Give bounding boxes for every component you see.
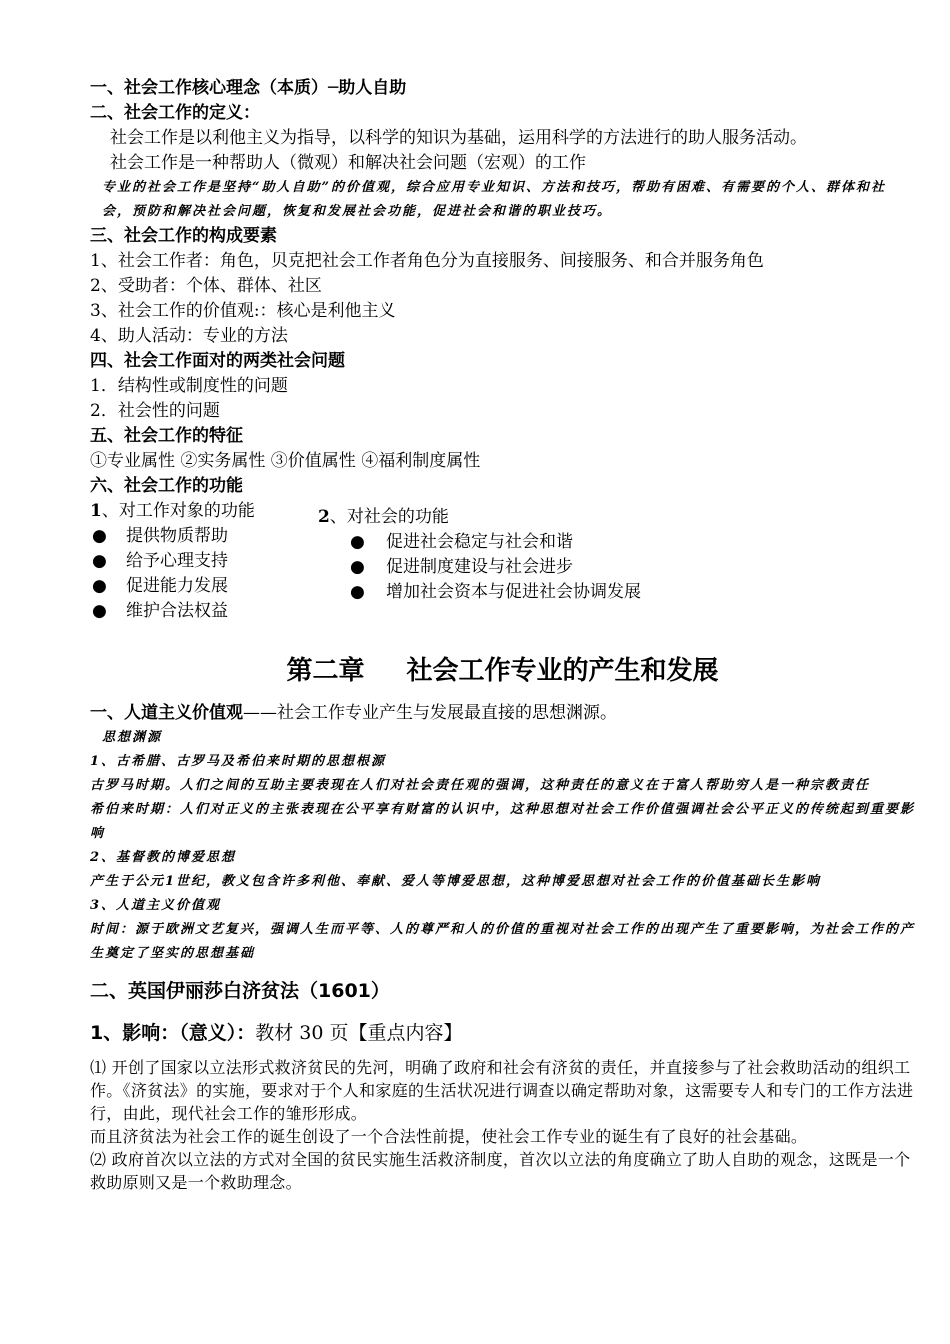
element-4: 4、助人活动：专业的方法 — [90, 326, 288, 346]
functions-society — [318, 505, 641, 605]
function-1-title: 、对工作对象的功能 — [101, 501, 255, 521]
element-3: 3、社会工作的价值观:：核心是利他主义 — [90, 301, 396, 321]
heading-humanitarian-bold: 一、人道主义价值观 — [90, 703, 243, 723]
list-item — [318, 580, 641, 605]
origins-3-heading: 3、人道主义价值观 — [90, 898, 222, 913]
function-item: 促进能力发展 — [126, 576, 228, 596]
definition-line-1: 社会工作是以利他主义为指导，以科学的知识为基础，运用科学的方法进行的助人服务活动。 — [110, 128, 807, 148]
origins-1-heading: 1、古希腊、古罗马及希伯来时期的思想根源 — [90, 754, 387, 769]
document-page — [90, 76, 915, 1194]
bullet-icon: ● — [350, 582, 365, 602]
heading-influence-rest: 教材 30 页【重点内容】 — [255, 1022, 463, 1044]
function-item: 提供物质帮助 — [126, 526, 228, 546]
chapter-name: 社会工作专业的产生和发展 — [406, 656, 719, 686]
function-item: 促进社会稳定与社会和谐 — [386, 532, 573, 552]
heading-influence — [90, 1018, 915, 1048]
problem-2: 2．社会性的问题 — [90, 401, 220, 421]
definition-professional: 专业的社会工作是坚持“助人自助”的价值观，综合应用专业知识、方法和技巧，帮助有困难、有需要的个人、群体和社会，预防和解决社会问题，恢复和发展社会功能，促进社会和谐的职业技巧。 — [102, 180, 886, 219]
list-item — [90, 524, 255, 549]
origins-hebrew: 希伯来时期：人们对正义的主张表现在公平享有财富的认识中，这种思想对社会工作价值强调社会公平正义的传统起到重要影响 — [90, 802, 916, 841]
traits-line: ①专业属性 ②实务属性 ③价值属性 ④福利制度属性 — [90, 451, 481, 471]
list-item — [318, 530, 641, 555]
origins-2-heading: 2、基督教的博爱思想 — [90, 850, 237, 865]
problem-1: 1．结构性或制度性的问题 — [90, 376, 288, 396]
origins-rome: 古罗马时期。人们之间的互助主要表现在人们对社会责任观的强调，这种责任的意义在于富人帮助穷人是一种宗教责任 — [90, 778, 871, 793]
heading-influence-bold: 1、影响：（意义）： — [90, 1022, 256, 1044]
functions-columns — [90, 499, 915, 627]
definition-line-2: 社会工作是一种帮助人（微观）和解决社会问题（宏观）的工作 — [110, 153, 586, 173]
function-2-title: 、对社会的功能 — [329, 507, 449, 527]
list-item — [90, 599, 255, 624]
list-item — [318, 555, 641, 580]
heading-definition: 二、社会工作的定义： — [90, 103, 260, 123]
origins-renaissance: 时间：源于欧洲文艺复兴，强调人生而平等、人的尊严和人的价值的重视对社会工作的出现产生了重要影响，为社会工作的产生奠定了坚实的思想基础 — [90, 922, 916, 961]
heading-core-concept: 一、社会工作核心理念（本质）─助人自助 — [90, 78, 407, 98]
heading-elements: 三、社会工作的构成要素 — [90, 226, 277, 246]
list-item — [90, 574, 255, 599]
heading-problems: 四、社会工作面对的两类社会问题 — [90, 351, 345, 371]
element-1: 1、社会工作者：角色，贝克把社会工作者角色分为直接服务、间接服务、和合并服务角色 — [90, 251, 764, 271]
heading-humanitarian-rest: ——社会工作专业产生与发展最直接的思想渊源。 — [243, 703, 617, 723]
function-item: 促进制度建设与社会进步 — [386, 557, 573, 577]
origins-christian: 产生于公元1世纪，教义包含许多利他、奉献、爱人等博爱思想，这种博爱思想对社会工作的价值基础长生影响 — [90, 874, 822, 889]
bullet-icon: ● — [350, 557, 365, 577]
chapter-number: 第二章 — [286, 656, 365, 686]
influence-paragraph-3: ⑵ 政府首次以立法的方式对全国的贫民实施生活救济制度，首次以立法的角度确立了助人自助的观念，这既是一个救助原则又是一个救助理念。 — [90, 1150, 911, 1192]
chapter-title — [90, 651, 915, 701]
influence-paragraph-1: ⑴ 开创了国家以立法形式救济贫民的先河，明确了政府和社会有济贫的责任，并直接参与了社会救助活动的组织工作。《济贫法》的实施，要求对于个人和家庭的生活状况进行调查以确定帮助对象，这需要专人和专门的工作方法进行，由此，现代社会工作的雏形形成。 — [90, 1058, 914, 1123]
function-item: 增加社会资本与促进社会协调发展 — [386, 582, 641, 602]
bullet-icon: ● — [350, 532, 365, 552]
heading-traits: 五、社会工作的特征 — [90, 426, 243, 446]
element-2: 2、受助者：个体、群体、社区 — [90, 276, 322, 296]
heading-functions: 六、社会工作的功能 — [90, 476, 243, 496]
bullet-icon: ● — [92, 526, 107, 546]
function-2-number: 2 — [318, 507, 330, 527]
function-1-number: 1 — [90, 501, 102, 521]
heading-poor-law: 二、英国伊丽莎白济贫法（1601） — [90, 980, 390, 1002]
bullet-icon: ● — [92, 551, 107, 571]
functions-individual — [90, 499, 255, 624]
influence-paragraph-2: 而且济贫法为社会工作的诞生创设了一个合法性前提，使社会工作专业的诞生有了良好的社会基础。 — [90, 1127, 808, 1146]
bullet-icon: ● — [92, 601, 107, 621]
list-item — [90, 549, 255, 574]
origins-label: 思想渊源 — [102, 730, 163, 745]
function-item: 维护合法权益 — [126, 601, 228, 621]
heading-humanitarian — [90, 701, 915, 726]
bullet-icon: ● — [92, 576, 107, 596]
function-item: 给予心理支持 — [126, 551, 228, 571]
